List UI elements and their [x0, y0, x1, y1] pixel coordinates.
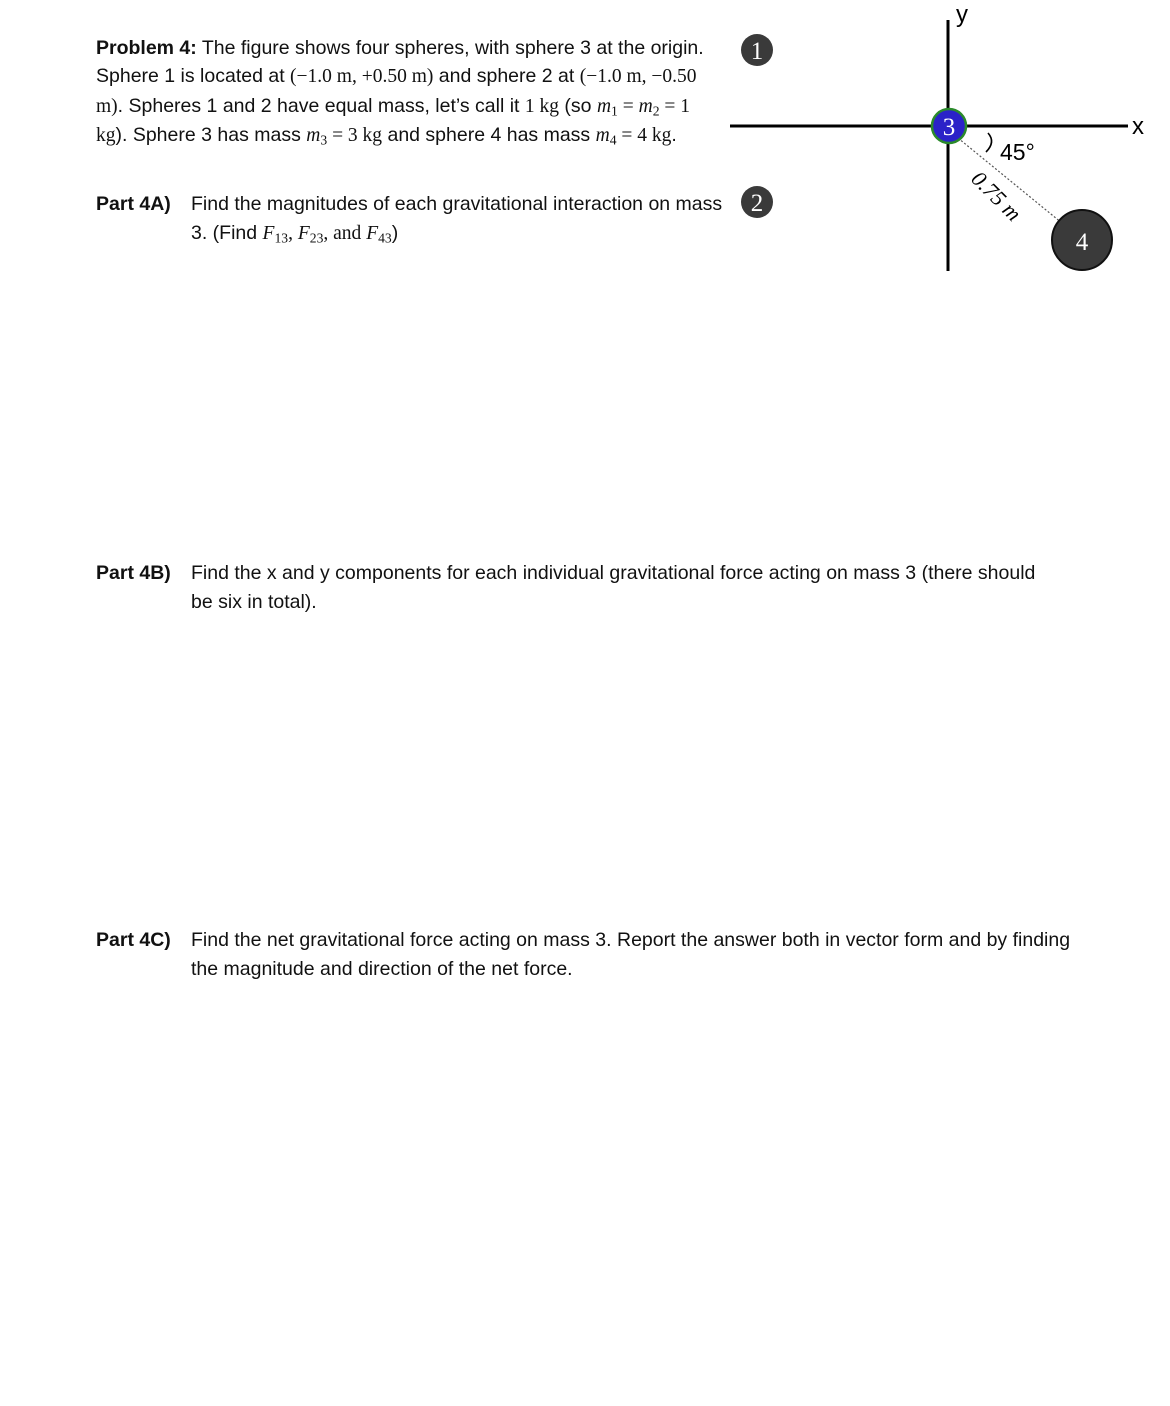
- part-4a: [96, 190, 736, 248]
- equals-4: = 4 kg: [616, 124, 672, 146]
- var-f43: F: [366, 222, 379, 244]
- sub-13: 13: [274, 229, 289, 245]
- problem-text-4: (so: [559, 94, 597, 117]
- part-4b-label: Part 4B): [96, 562, 171, 584]
- x-axis-label: x: [1132, 113, 1144, 140]
- sphere-3-label: 3: [942, 114, 956, 141]
- distance-label: 0.75 m: [966, 165, 1027, 226]
- var-m2: m: [638, 95, 653, 117]
- part-4b: [96, 559, 1056, 616]
- and-text: , and: [323, 222, 367, 244]
- problem-text-5: ). Sphere 3 has mass: [115, 123, 307, 146]
- problem-text-6: and sphere 4 has mass: [382, 123, 596, 146]
- var-f23: F: [297, 222, 310, 244]
- var-f13: F: [262, 222, 275, 244]
- part-4a-label: Part 4A): [96, 193, 171, 215]
- part-4a-body: [191, 190, 736, 248]
- spheres-figure: [720, 0, 1160, 290]
- y-axis-label: y: [956, 1, 968, 28]
- sub-23: 23: [309, 229, 324, 245]
- problem-end: .: [671, 123, 677, 146]
- part-4c-body: Find the net gravitational force acting on mass 3. Report the answer both in vector form and by finding the magnitude and direction of the net force.: [191, 929, 1071, 980]
- mass-1kg: 1 kg: [524, 95, 560, 117]
- sphere-3: [932, 109, 966, 143]
- equals-1: =: [617, 95, 639, 117]
- sphere1-position: (−1.0 m, +0.50 m): [290, 66, 434, 88]
- sphere-4: [1052, 210, 1112, 270]
- comma-1: ,: [288, 222, 298, 244]
- close-paren: ): [391, 221, 399, 244]
- problem-statement: [96, 34, 716, 150]
- sub-2: 2: [652, 103, 660, 118]
- problem-label: Problem 4:: [96, 37, 197, 59]
- sphere-2-label: 2: [750, 190, 764, 217]
- sphere2-position: (−1.0 m, −0.50 m): [96, 66, 697, 117]
- sub-3: 3: [320, 132, 328, 148]
- part-4b-body: Find the x and y components for each individual gravitational force acting on mass 3 (there should be six in total).: [191, 562, 1036, 613]
- sub-1: 1: [611, 103, 618, 118]
- var-m4: m: [595, 124, 610, 146]
- equals-2: = 1 kg: [96, 95, 691, 146]
- sphere-4-label: 4: [1075, 229, 1089, 256]
- sphere-1: [741, 34, 773, 66]
- sphere-2: [741, 186, 773, 218]
- problem-text-3: . Spheres 1 and 2 have equal mass, let’s call it: [117, 94, 525, 117]
- var-m3: m: [306, 124, 321, 146]
- problem-text-2: and sphere 2 at: [433, 65, 580, 88]
- equals-3: = 3 kg: [327, 124, 383, 146]
- var-m1: m: [596, 95, 612, 117]
- angle-arc: [986, 133, 992, 152]
- part-4c-label: Part 4C): [96, 929, 171, 951]
- problem-text-1: The figure shows four spheres, with sphere 3 at the origin. Sphere 1 is located at: [96, 37, 704, 88]
- sphere-1-label: 1: [750, 38, 764, 65]
- part-4c: [96, 926, 1096, 983]
- sub-4: 4: [609, 132, 617, 148]
- sub-43: 43: [378, 229, 392, 245]
- part-4a-text: Find the magnitudes of each gravitational interaction on mass 3. (Find: [191, 193, 723, 244]
- angle-label: 45°: [1000, 139, 1035, 165]
